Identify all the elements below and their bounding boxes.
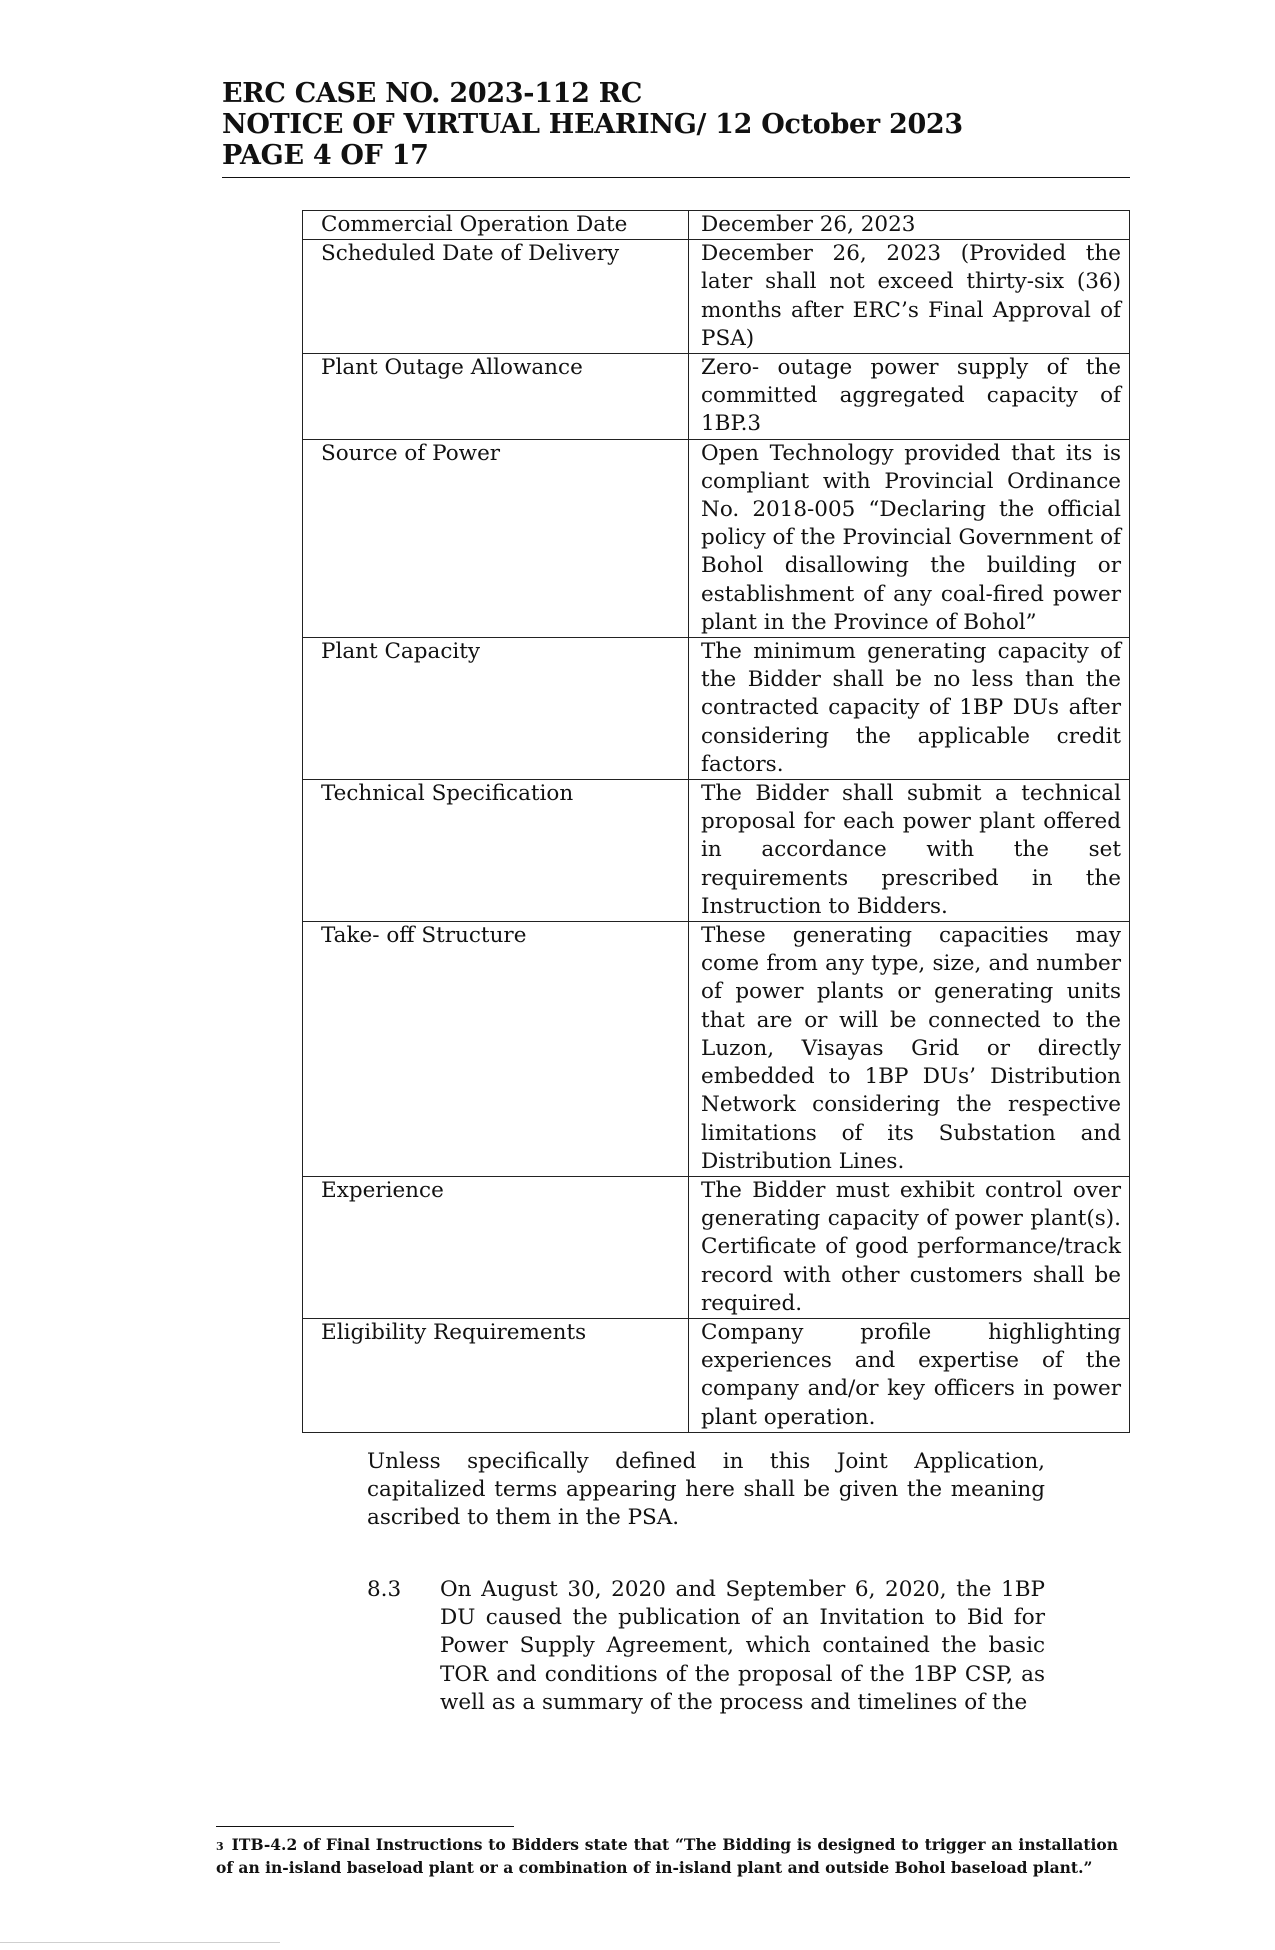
footnote-mark: 3 xyxy=(216,1840,224,1853)
row-label: Technical Specification xyxy=(303,780,689,922)
table-row xyxy=(303,354,1130,440)
header-rule xyxy=(222,177,1130,178)
row-value: The minimum generating capacity of the Bidder shall be no less than the contracted capacity of 1BP DUs after considering the applicable credit factors. xyxy=(689,638,1130,780)
row-label: Eligibility Requirements xyxy=(303,1318,689,1432)
table-row xyxy=(303,1176,1130,1318)
table-row xyxy=(303,922,1130,1177)
table-row xyxy=(303,638,1130,780)
row-value: December 26, 2023 (Provided the later shall not exceed thirty-six (36) months after ERC’s Final Approval of PSA) xyxy=(689,240,1130,354)
footnote-text: ITB-4.2 of Final Instructions to Bidders state that “The Bidding is designed to trigger an installation of an in-island baseload plant or a combination of in-island plant and outside Bohol baseload plant.” xyxy=(216,1835,1118,1877)
row-label: Take- off Structure xyxy=(303,922,689,1177)
row-label: Scheduled Date of Delivery xyxy=(303,240,689,354)
scan-artifact-line xyxy=(0,1942,280,1943)
numbered-item xyxy=(367,1576,1045,1717)
footnote-rule xyxy=(216,1826,514,1827)
table-row xyxy=(303,211,1130,240)
row-label: Commercial Operation Date xyxy=(303,211,689,240)
row-label: Experience xyxy=(303,1176,689,1318)
table-row xyxy=(303,1318,1130,1432)
row-value: Zero- outage power supply of the committed aggregated capacity of 1BP.3 xyxy=(689,354,1130,440)
terms-table xyxy=(302,210,1130,1433)
table-row xyxy=(303,439,1130,637)
item-number: 8.3 xyxy=(367,1577,402,1602)
row-label: Source of Power xyxy=(303,439,689,637)
row-value: Company profile highlighting experiences and expertise of the company and/or key officers in power plant operation. xyxy=(689,1318,1130,1432)
page-number: PAGE 4 OF 17 xyxy=(222,140,429,171)
table-row xyxy=(303,240,1130,354)
document-header xyxy=(222,78,1132,178)
row-value: The Bidder must exhibit control over generating capacity of power plant(s). Certificate of good performance/track record with other customers shall be required. xyxy=(689,1176,1130,1318)
definitions-paragraph: Unless specifically defined in this Joint Application, capitalized terms appearing here shall be given the meaning ascribed to them in the PSA. xyxy=(367,1449,1045,1531)
item-text: On August 30, 2020 and September 6, 2020, the 1BP DU caused the publication of an Invitation to Bid for Power Supply Agreement, which contained the basic TOR and conditions of the proposal of the 1BP CSP, as well as a summary of the process and timelines of the xyxy=(440,1577,1045,1715)
row-value: Open Technology provided that its is compliant with Provincial Ordinance No. 2018-005 “Declaring the official policy of the Provincial Government of Bohol disallowing the building or establishment of any coal-fired power plant in the Province of Bohol” xyxy=(689,439,1130,637)
row-value: These generating capacities may come from any type, size, and number of power plants or generating units that are or will be connected to the Luzon, Visayas Grid or directly embedded to 1BP DUs’ Distribution Network considering the respective limitations of its Substation and Distribution Lines. xyxy=(689,922,1130,1177)
case-number: ERC CASE NO. 2023-112 RC xyxy=(222,78,643,109)
row-value: December 26, 2023 xyxy=(689,211,1130,240)
row-label: Plant Outage Allowance xyxy=(303,354,689,440)
notice-title: NOTICE OF VIRTUAL HEARING/ 12 October 2023 xyxy=(222,109,963,140)
footnote xyxy=(216,1834,1118,1878)
row-label: Plant Capacity xyxy=(303,638,689,780)
table-row xyxy=(303,780,1130,922)
row-value: The Bidder shall submit a technical proposal for each power plant offered in accordance with the set requirements prescribed in the Instruction to Bidders. xyxy=(689,780,1130,922)
